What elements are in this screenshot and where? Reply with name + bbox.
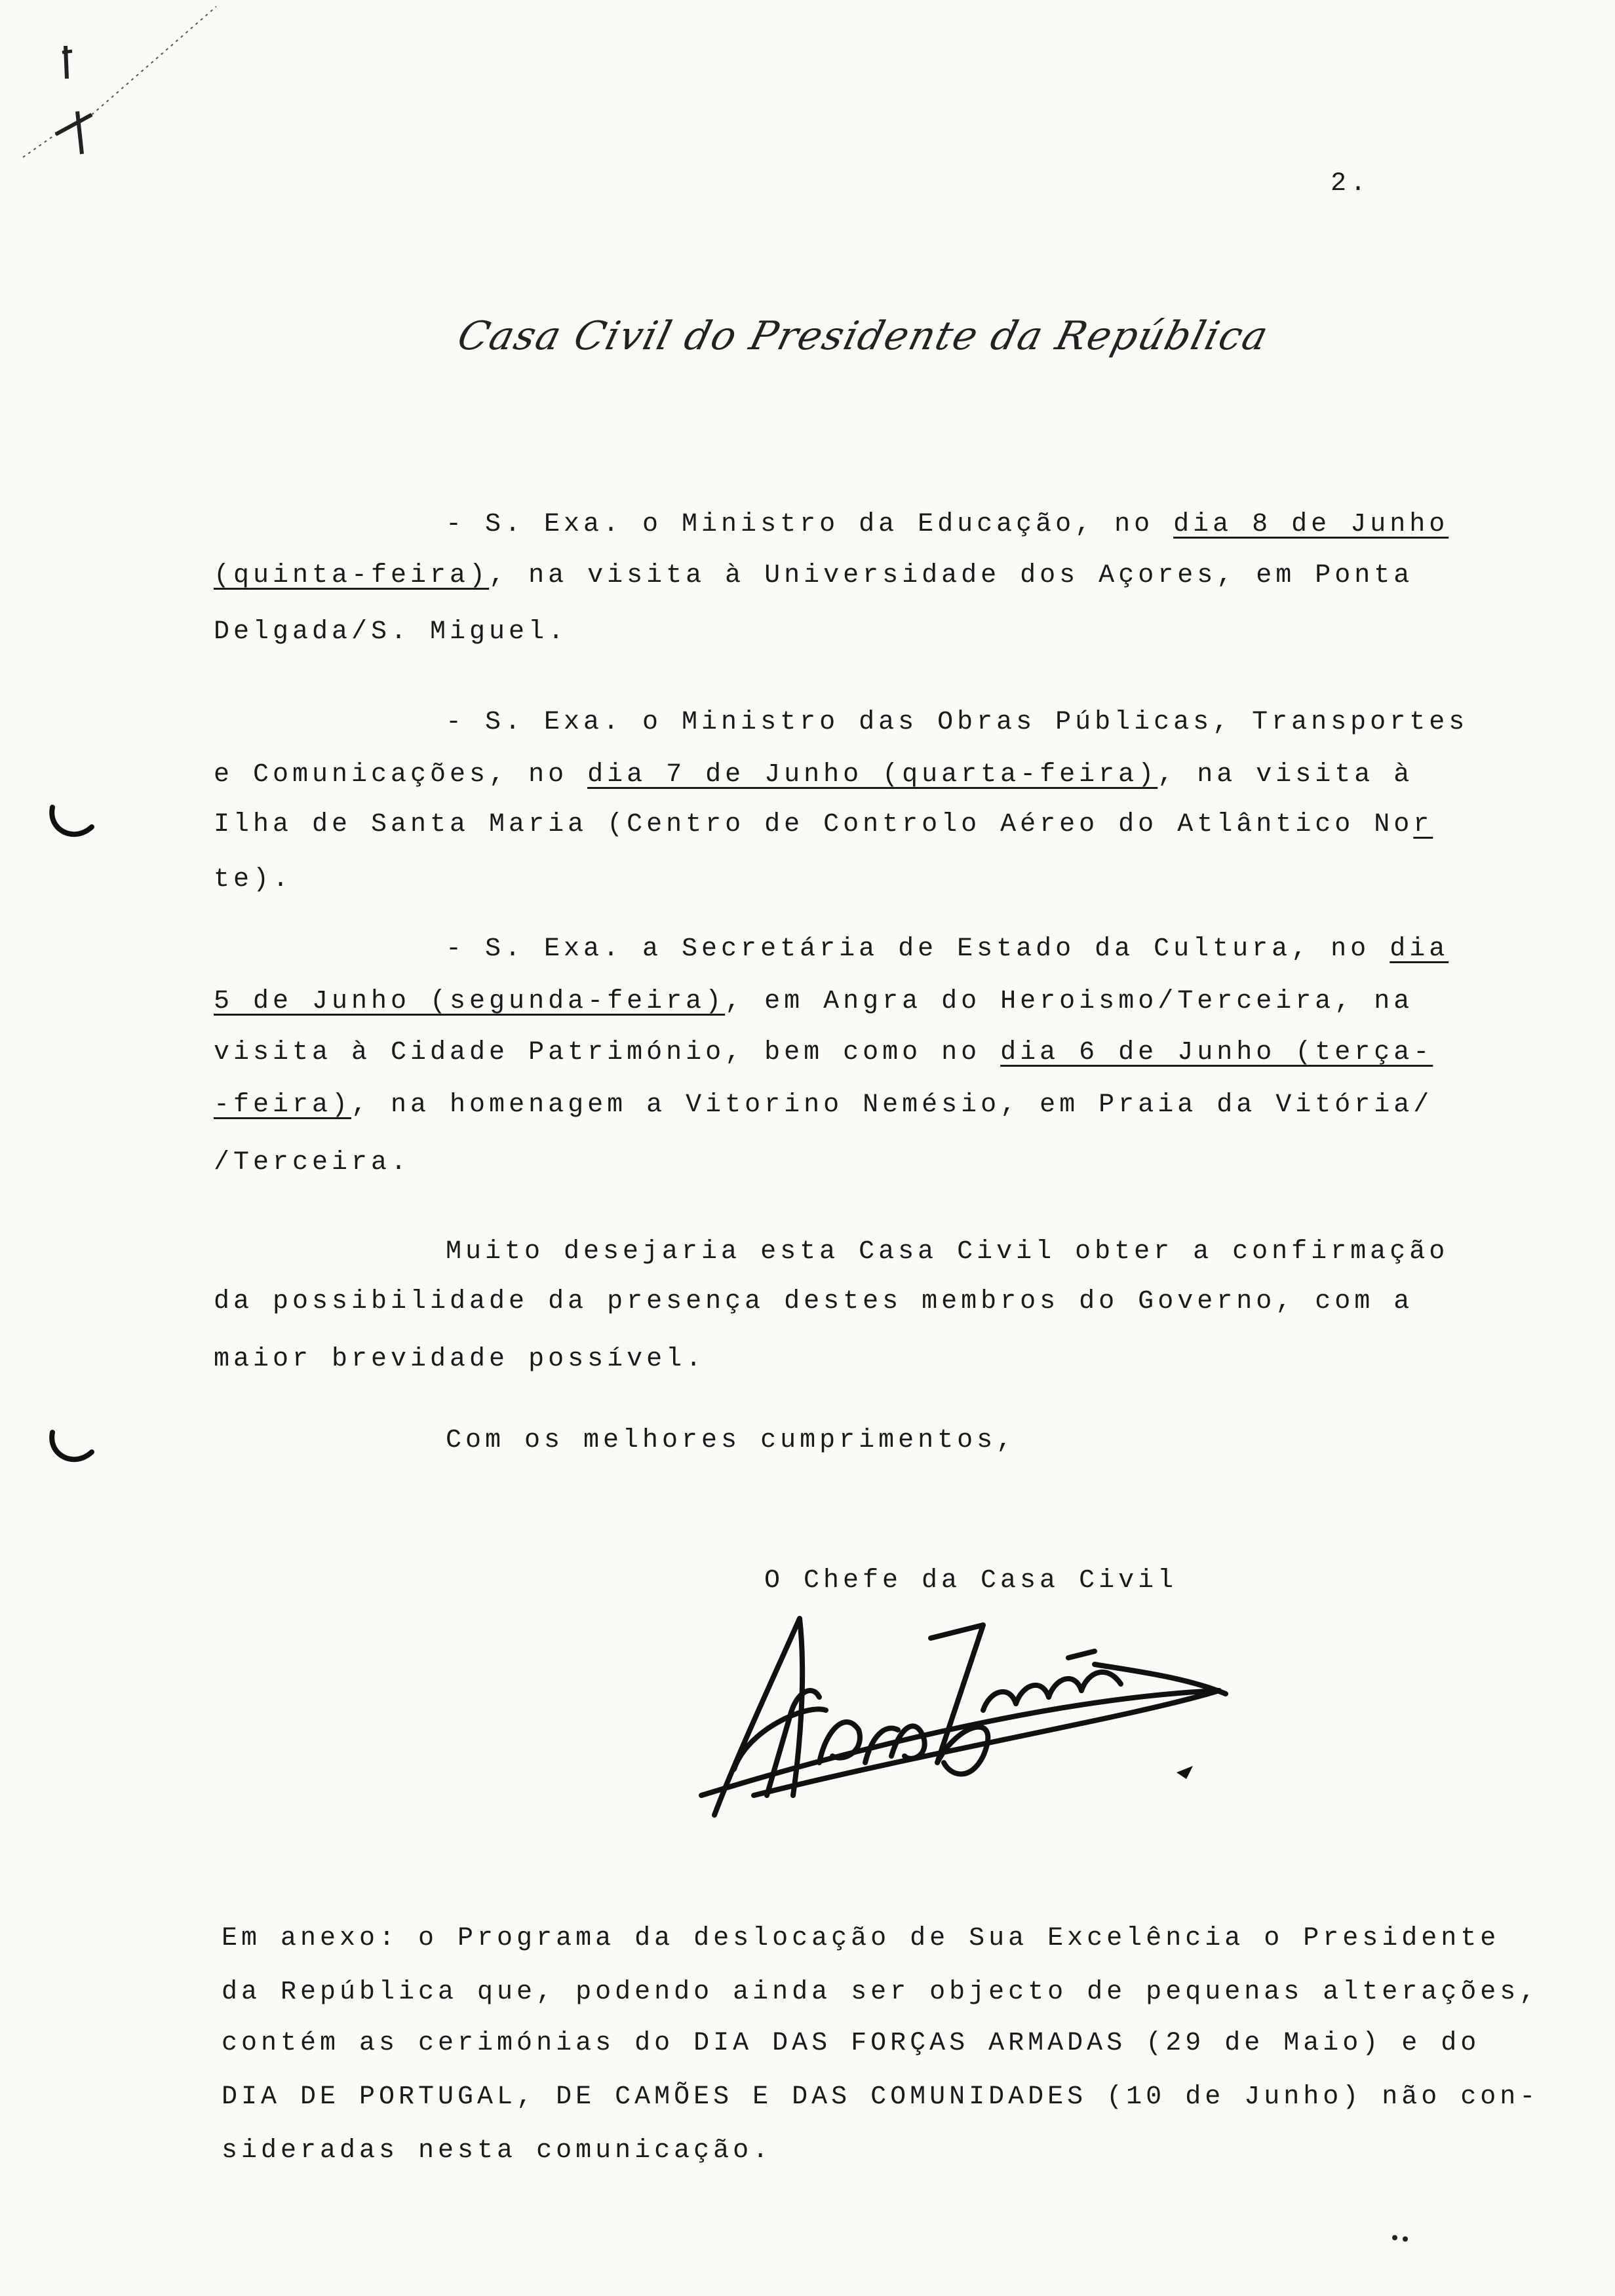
paragraph-1-line-1: - S. Exa. o Ministro da Educação, no dia 8 de Junho [446, 510, 1449, 539]
closing: Com os melhores cumprimentos, [446, 1426, 1017, 1455]
hole-punch-mark-icon [45, 801, 97, 847]
paragraph-1-line-2: (quinta-feira), na visita à Universidade dos Açores, em Ponta [214, 561, 1414, 590]
paragraph-3-line-5: /Terceira. [214, 1148, 411, 1177]
hole-punch-mark-icon [45, 1426, 97, 1472]
handwritten-mark-icon [20, 0, 229, 170]
paragraph-2-line-2: e Comunicações, no dia 7 de Junho (quarta-feira), na visita à [214, 760, 1414, 790]
paragraph-3-line-4: -feira), na homenagem a Vitorino Nemésio, em Praia da Vitória/ [214, 1090, 1433, 1120]
paragraph-2-line-1: - S. Exa. o Ministro das Obras Públicas, Transportes [446, 708, 1469, 737]
paragraph-4-line-1: Muito desejaria esta Casa Civil obter a confirmação [446, 1237, 1449, 1267]
page-number: 2. [1331, 169, 1371, 199]
paragraph-3-line-1: - S. Exa. a Secretária de Estado da Cultura, no dia [446, 934, 1449, 964]
annex-line-1: Em anexo: o Programa da deslocação de Sua Excelência o Presidente [222, 1924, 1500, 1953]
paragraph-2-line-4: te). [214, 865, 293, 894]
paragraph-4-line-2: da possibilidade da presença destes membros do Governo, com a [214, 1287, 1414, 1316]
paragraph-4-line-3: maior brevidade possível. [214, 1345, 706, 1374]
annex-line-5: sideradas nesta comunicação. [222, 2136, 773, 2166]
speck-mark-icon [1390, 2228, 1416, 2248]
signature-icon [675, 1599, 1265, 1841]
signatory-title: O Chefe da Casa Civil [764, 1566, 1178, 1596]
annex-line-3: contém as cerimónias do DIA DAS FORÇAS ARMADAS (29 de Maio) e do [222, 2029, 1481, 2058]
letterhead: Casa Civil do Presidente da República [453, 313, 1274, 359]
paragraph-3-line-2: 5 de Junho (segunda-feira), em Angra do Heroismo/Terceira, na [214, 987, 1414, 1016]
paragraph-2-line-3: Ilha de Santa Maria (Centro de Controlo Aéreo do Atlântico Nor [214, 810, 1433, 839]
annex-line-4: DIA DE PORTUGAL, DE CAMÕES E DAS COMUNIDADES (10 de Junho) não con- [222, 2082, 1540, 2112]
paragraph-1-line-3: Delgada/S. Miguel. [214, 617, 568, 647]
paragraph-3-line-3: visita à Cidade Património, bem como no dia 6 de Junho (terça- [214, 1038, 1433, 1067]
annex-line-2: da República que, podendo ainda ser objecto de pequenas alterações, [222, 1978, 1540, 2007]
